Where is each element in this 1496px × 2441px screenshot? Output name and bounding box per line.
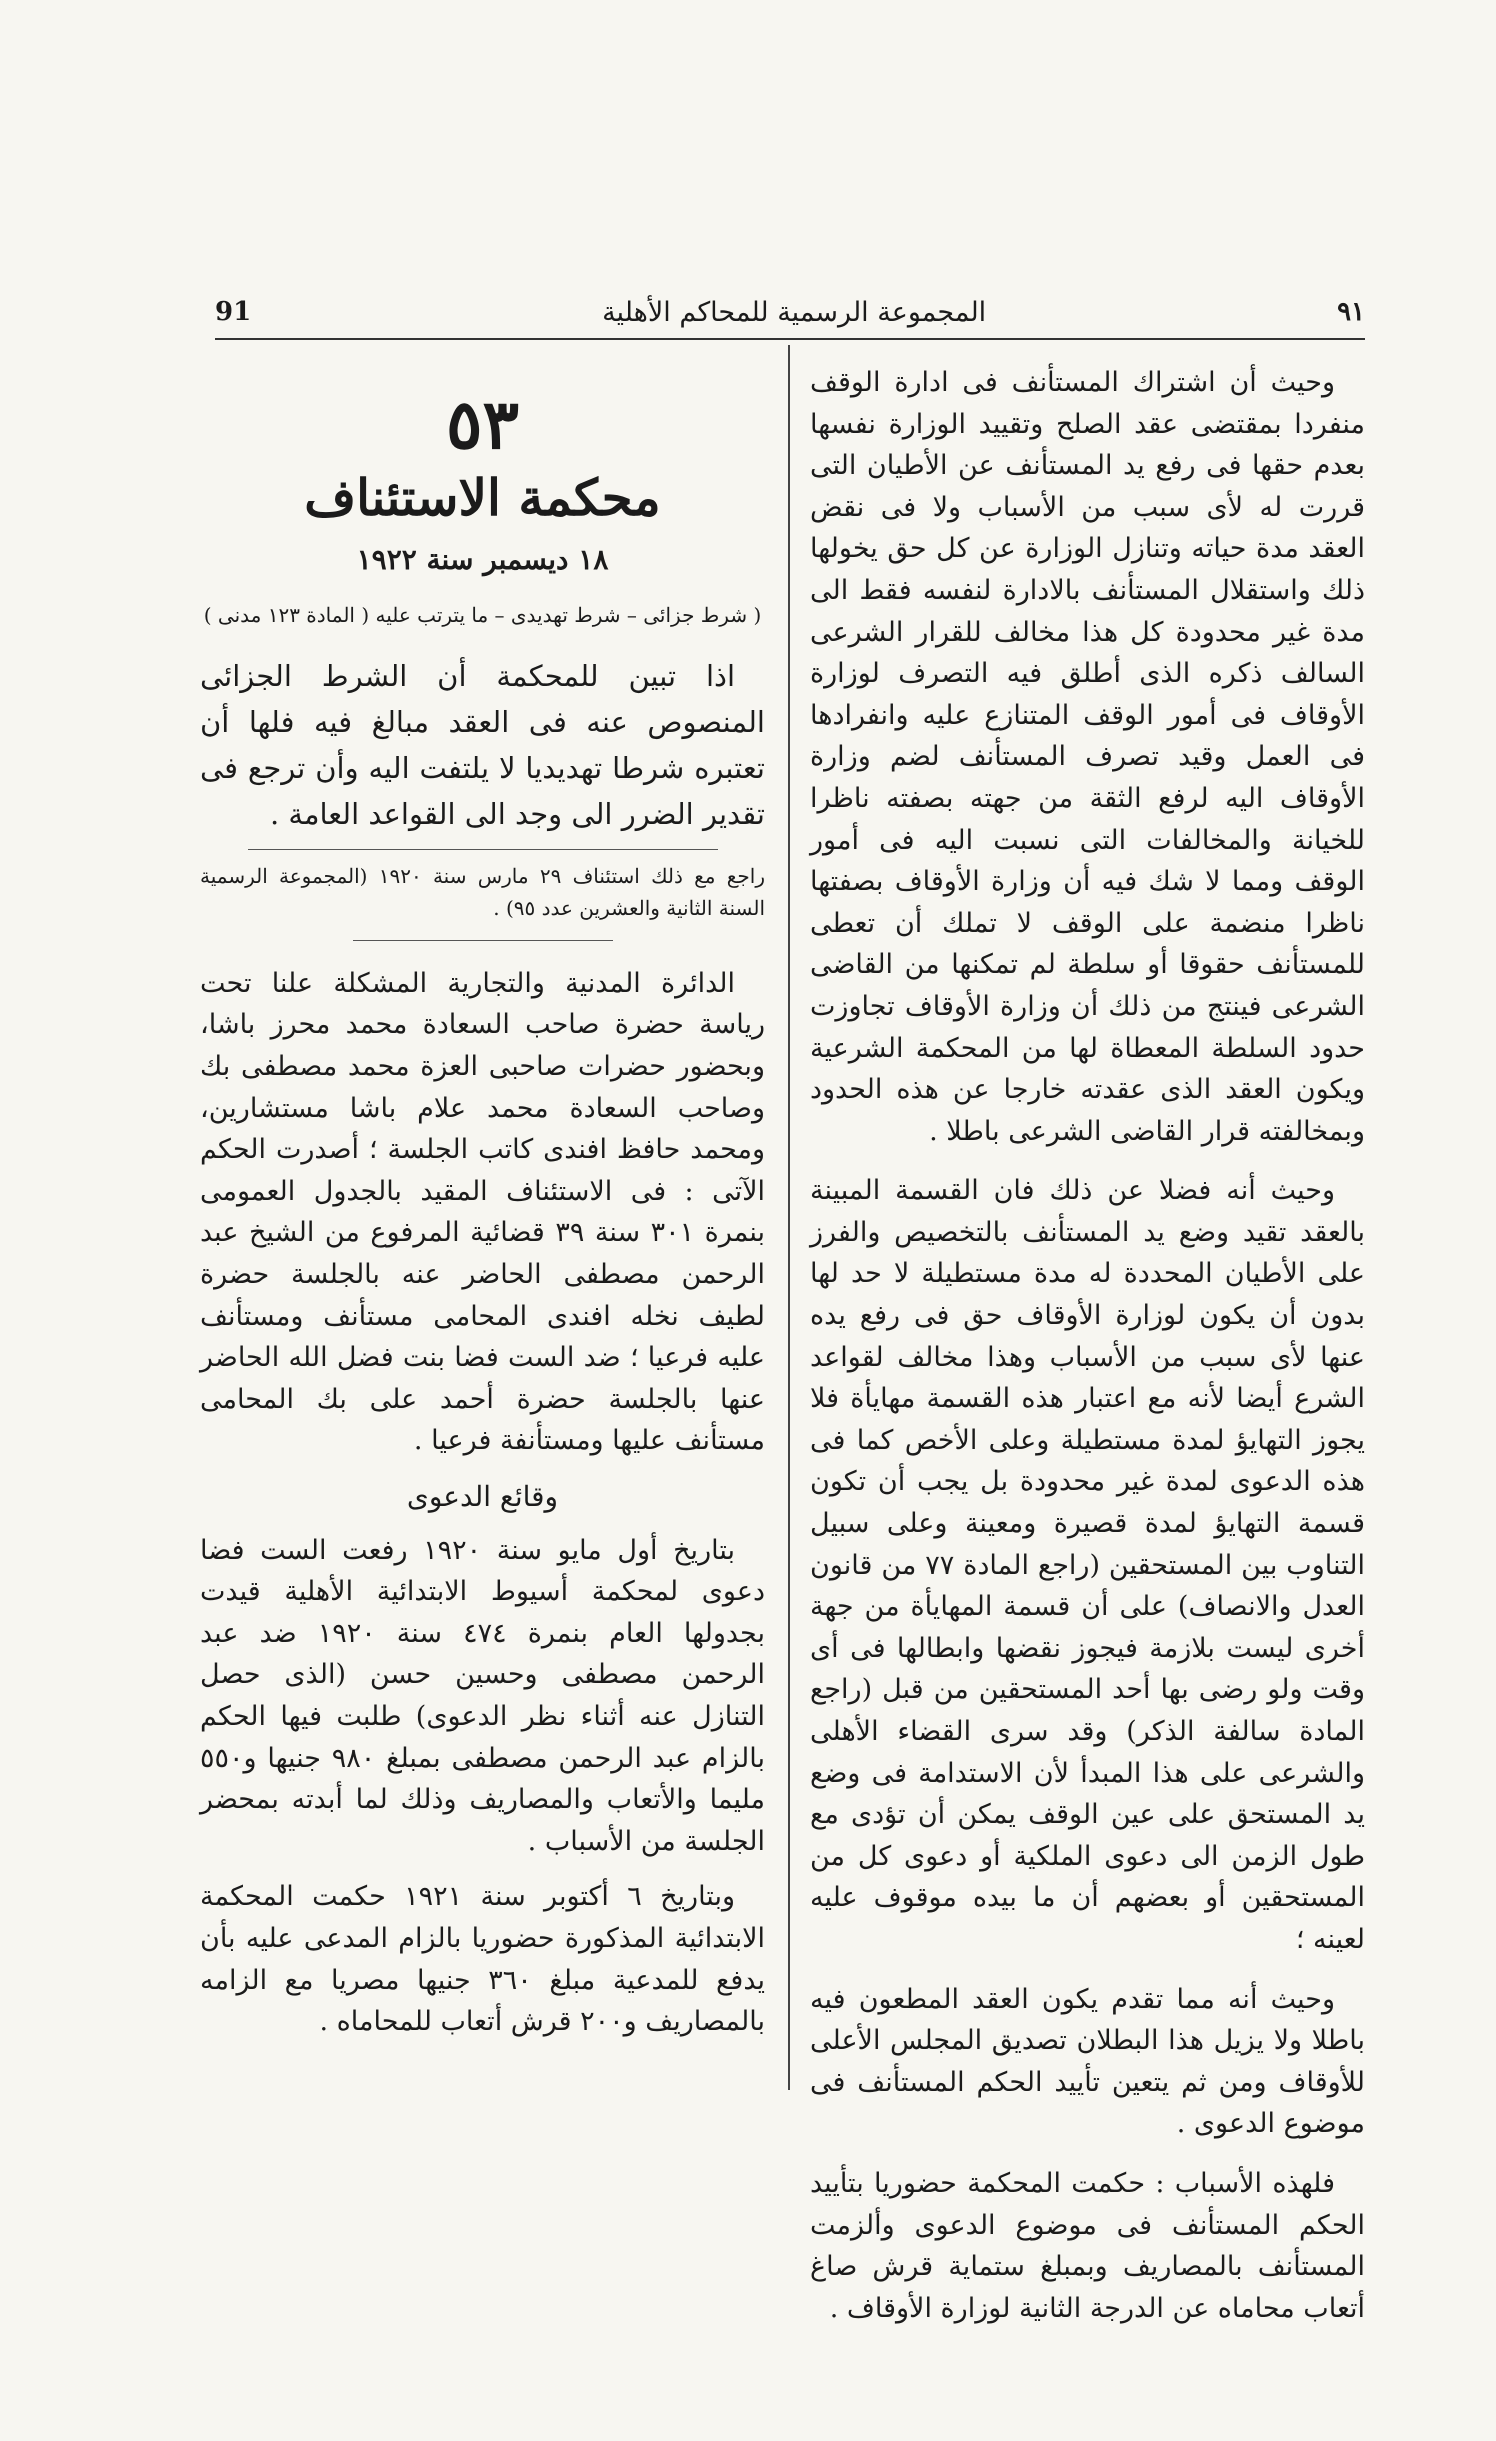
case-reference: راجع مع ذلك استئناف ٢٩ مارس سنة ١٩٢٠ (المجموعة الرسمية السنة الثانية والعشرين عدد ٩٥) . — [200, 863, 765, 920]
right-column — [810, 362, 1365, 2347]
running-title: المجموعة الرسمية للمحاكم الأهلية — [602, 296, 987, 328]
case-keywords: ( شرط جزائى – شرط تهديدى – ما يترتب عليه ( المادة ١٢٣ مدنى ) — [203, 602, 762, 627]
facts-heading: وقائع الدعوى — [406, 1480, 559, 1514]
page-number-arabic: ٩١ — [1337, 297, 1365, 327]
paragraph: وبتاريخ ٦ أكتوبر سنة ١٩٢١ حكمت المحكمة الابتدائية المذكورة حضوريا بالزام المدعى عليه بأن يدفع للمدعية مبلغ ٣٦٠ جنيها مصريا مع الزامه بالمصاريف و٢٠٠ قرش أتعاب للمحاماه . — [200, 1881, 766, 2038]
case-number: ٥٣ — [445, 385, 520, 465]
court-name: محكمة الاستئناف — [304, 467, 661, 527]
judgment-ruling: فلهذه الأسباب : حكمت المحكمة حضوريا بتأييد الحكم المستأنف فى موضوع الدعوى وألزمت المستأنف بالمصاريف وبمبلغ ستماية قرش صاغ أتعاب محاماه عن الدرجة الثانية لوزارة الأوقاف . — [810, 2167, 1365, 2324]
paragraph: بتاريخ أول مايو سنة ١٩٢٠ رفعت الست فضا دعوى لمحكمة أسيوط الابتدائية الأهلية قيدت بجدولها العام بنمرة ٤٧٤ سنة ١٩٢٠ ضد عبد الرحمن مصطفى وحسين حسن (الذى حصل التنازل عنه أثناء نظر الدعوى) طلبت فيها الحكم بالزام عبد الرحمن مصطفى بمبلغ ٩٨٠ جنيها و٥٥٠ مليما والأتعاب والمصاريف وذلك لما أبدته بمحضر الجلسة من الأسباب . — [200, 1534, 765, 1857]
page-header — [215, 292, 1365, 332]
case-holding: اذا تبين للمحكمة أن الشرط الجزائى المنصوص عنه فى العقد مبالغ فيه فلها أن تعتبره شرطا تهديديا لا يلتفت اليه وأن ترجع فى تقدير الضرر الى وجد الى القواعد العامة . — [200, 658, 765, 831]
left-column — [200, 385, 766, 2057]
separator-rule — [248, 849, 718, 850]
bench-composition: الدائرة المدنية والتجارية المشكلة علنا تحت رياسة حضرة صاحب السعادة محمد محرز باشا، وبحضور حضرات صاحبى العزة محمد مصطفى بك وصاحب السعادة محمد علام باشا مستشارين، ومحمد حافظ افندى كاتب الجلسة ؛ أصدرت الحكم الآتى : فى الاستئناف المقيد بالجدول العمومى بنمرة ٣٠١ سنة ٣٩ قضائية المرفوع من الشيخ عبد الرحمن مصطفى الحاضر عنه بالجلسة حضرة لطيف نخله افندى المحامى مستأنف ومستأنف عليه فرعيا ؛ ضد الست فضا بنت فضل الله الحاضر عنها بالجلسة حضرة أحمد على بك المحامى مستأنف عليها ومستأنفة فرعيا . — [200, 967, 765, 1457]
case-date: ١٨ ديسمبر سنة ١٩٢٢ — [356, 543, 609, 577]
header-rule — [215, 338, 1365, 340]
paragraph: وحيث أنه فضلا عن ذلك فان القسمة المبينة بالعقد تقيد وضع يد المستأنف بالتخصيص والفرز على الأطيان المحددة له مدة مستطيلة لا حد لها بدون أن يكون لوزارة الأوقاف حق فى رفع يده عنها لأى سبب من الأسباب وهذا مخالف لقواعد الشرع أيضا لأنه مع اعتبار هذه القسمة مهايأة فلا يجوز التهايؤ لمدة مستطيلة وعلى الأخص كما فى هذه الدعوى لمدة غير محدودة بل يجب أن تكون قسمة التهايؤ لمدة قصيرة ومعينة وعلى سبيل التناوب بين المستحقين (راجع المادة ٧٧ من قانون العدل والانصاف) على أن قسمة المهايأة من جهة أخرى ليست بلازمة فيجوز نقضها وابطالها فى أى وقت ولو رضى بها أحد المستحقين من قبل (راجع المادة سالفة الذكر) وقد سرى القضاء الأهلى والشرعى على هذا المبدأ لأن الاستدامة فى وضع يد المستحق على عين الوقف يمكن أن تؤدى مع طول الزمن الى دعوى الملكية أو دعوى كل من المستحقين أو بعضهم أن ما بيده موقوف عليه لعينه ؛ — [810, 1175, 1366, 1955]
paragraph: وحيث أنه مما تقدم يكون العقد المطعون فيه باطلا ولا يزيل هذا البطلان تصديق المجلس الأعلى للأوقاف ومن ثم يتعين تأييد الحكم المستأنف فى موضوع الدعوى . — [810, 1983, 1365, 2140]
column-divider — [788, 345, 790, 2090]
separator-rule — [353, 940, 613, 941]
page-number-latin: 91 — [215, 297, 252, 327]
paragraph: وحيث أن اشتراك المستأنف فى ادارة الوقف منفردا بمقتضى عقد الصلح وتقييد الوزارة نفسها بعدم حقها فى رفع يد المستأنف عن الأطيان التى قررت له لأى سبب من الأسباب ولا فى نقض العقد مدة حياته وتنازل الوزارة عن كل حق يخولها ذلك واستقلال المستأنف بالادارة لنفسه فقط الى مدة غير محدودة كل هذا مخالف للقرار الشرعى السالف ذكره الذى أطلق فيه التصرف لوزارة الأوقاف فى أمور الوقف المتنازع عليه وانفرادها فى العمل وقيد تصرف المستأنف لضم وزارة الأوقاف اليه لرفع الثقة من جهته بصفته ناظرا للخيانة والمخالفات التى نسبت اليه فى أمور الوقف ومما لا شك فيه أن وزارة الأوقاف بصفتها ناظرا منضمة على الوقف لا تملك أن تعطى للمستأنف حقوقا أو سلطة لم تمكنها من القاضى الشرعى فينتج من ذلك أن وزارة الأوقاف تجاوزت حدود السلطة المعطاة لها من المحكمة الشرعية ويكون العقد الذى عقدته خارجا عن هذه الحدود وبمخالفته قرار القاضى الشرعى باطلا . — [810, 367, 1365, 1147]
